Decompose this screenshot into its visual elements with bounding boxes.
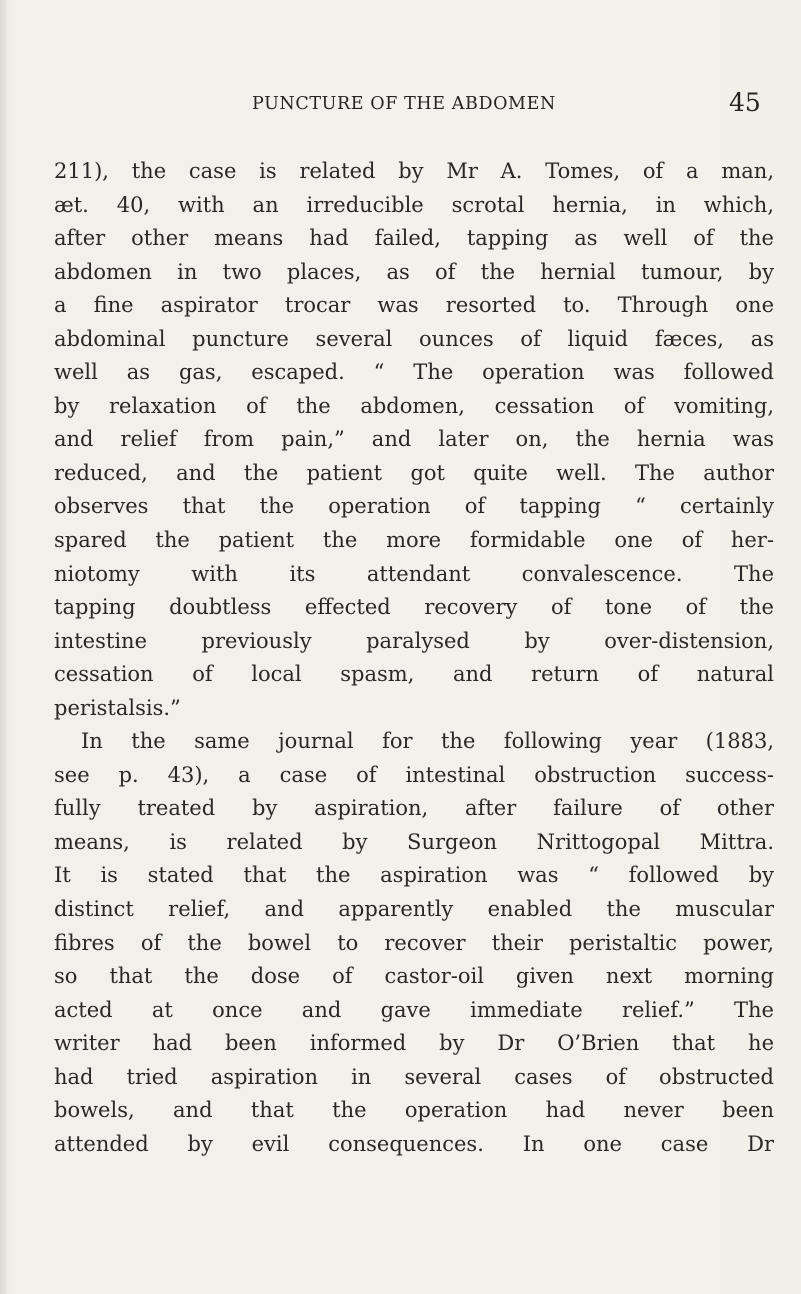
text-line: fully treated by aspiration, after failure of other xyxy=(54,796,774,821)
text-line: niotomy with its attendant convalescence. The xyxy=(54,561,774,586)
text-line: means, is related by Surgeon Nrittogopal Mittra. xyxy=(54,829,774,854)
text-line: abdomen in two places, as of the hernial tumour, by xyxy=(54,259,774,284)
text-line: so that the dose of castor-oil given next morning xyxy=(54,964,774,989)
text-line: observes that the operation of tapping “ certainly xyxy=(54,494,774,519)
text-line: abdominal puncture several ounces of liquid fæces, as xyxy=(54,326,774,351)
text-line: intestine previously paralysed by over-distension, xyxy=(54,628,774,653)
text-line: had tried aspiration in several cases of obstructed xyxy=(54,1064,774,1089)
text-line: cessation of local spasm, and return of natural xyxy=(54,662,774,687)
text-line: 211), the case is related by Mr A. Tomes, of a man, xyxy=(54,159,774,183)
text-line: a fine aspirator trocar was resorted to. Through one xyxy=(54,293,774,318)
text-line: reduced, and the patient got quite well. The author xyxy=(54,460,774,485)
paragraph-start-line: In the same journal for the following year (1883, xyxy=(81,729,774,754)
text-line: writer had been informed by Dr O’Brien that he xyxy=(54,1031,774,1056)
body-text xyxy=(54,155,774,1161)
text-line: fibres of the bowel to recover their peristaltic power, xyxy=(54,930,774,955)
page-gutter-shadow xyxy=(0,0,8,1294)
text-line: and relief from pain,” and later on, the hernia was xyxy=(54,427,774,452)
text-line: acted at once and gave immediate relief.” The xyxy=(54,997,774,1022)
text-line: by relaxation of the abdomen, cessation of vomiting, xyxy=(54,393,774,418)
text-line: well as gas, escaped. “ The operation was followed xyxy=(54,360,774,385)
text-line: attended by evil consequences. In one case Dr xyxy=(54,1131,774,1156)
text-line: It is stated that the aspiration was “ followed by xyxy=(54,863,774,888)
running-head xyxy=(0,88,801,128)
running-title: PUNCTURE OF THE ABDOMEN xyxy=(252,94,556,114)
text-line: after other means had failed, tapping as well of the xyxy=(54,226,774,251)
paragraph-end-line: peristalsis.” xyxy=(54,695,181,720)
text-line: æt. 40, with an irreducible scrotal hernia, in which, xyxy=(54,192,774,217)
page-number: 45 xyxy=(729,88,761,117)
text-line: bowels, and that the operation had never been xyxy=(54,1098,774,1123)
text-line: tapping doubtless effected recovery of tone of the xyxy=(54,595,774,620)
text-line: see p. 43), a case of intestinal obstruction success- xyxy=(54,762,774,787)
text-line: spared the patient the more formidable one of her- xyxy=(54,528,774,553)
text-line: distinct relief, and apparently enabled the muscular xyxy=(54,897,774,922)
